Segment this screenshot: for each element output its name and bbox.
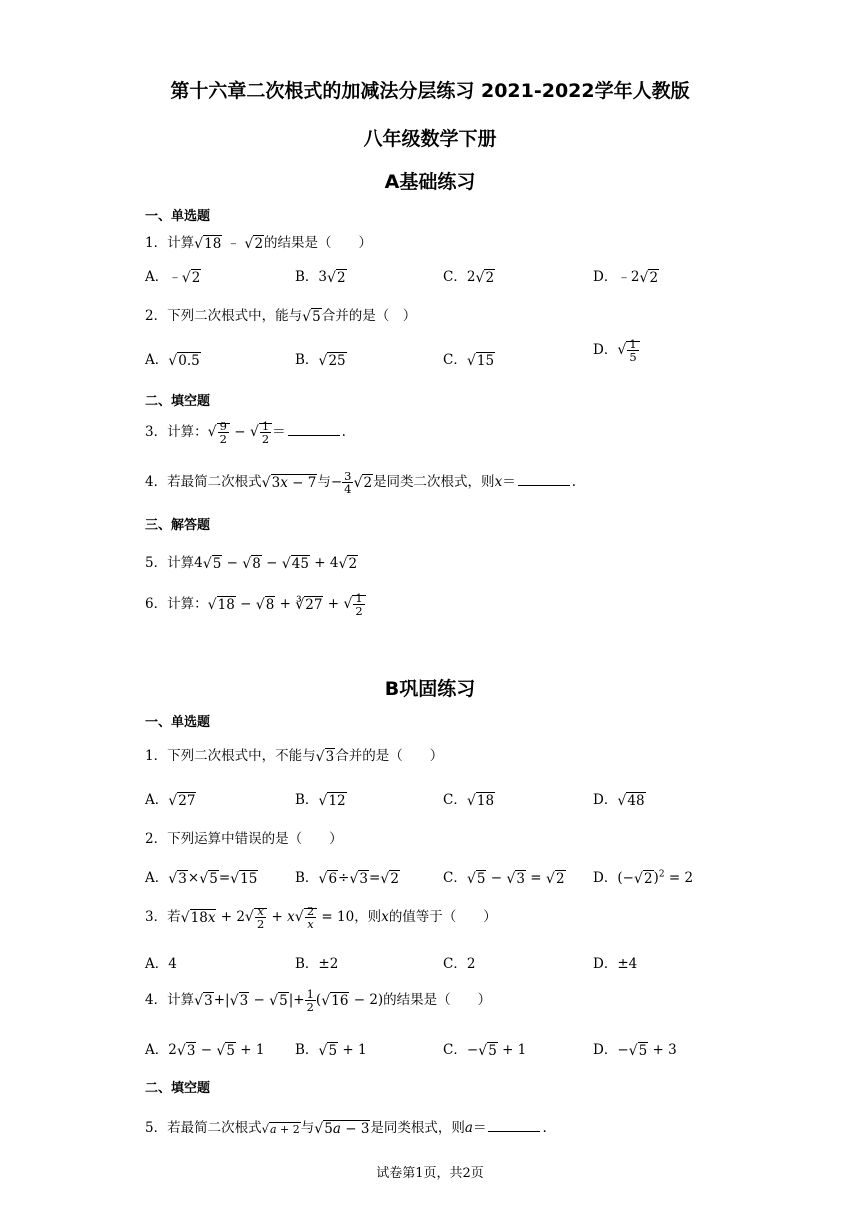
doc-title-line2: 八年级数学下册 [363, 128, 497, 150]
partB-q4-options [145, 1038, 745, 1068]
partA-q4: 4．若最简二次根式√3x − 7与− $\frac{3}{4}$ √2是同类二次根式，则x＝ . [145, 469, 576, 497]
option-b[interactable]: B．√12 [295, 792, 346, 809]
partB-title: B巩固练习 [384, 678, 476, 700]
option-b[interactable]: B．3√2 [295, 269, 346, 286]
answer-blank[interactable] [488, 1131, 540, 1132]
partA-q3: 3．计算：√ $\frac{9}{2}$ − √ $\frac{1}{2}$ ＝ . [145, 419, 346, 447]
partB-q5: 5．若最简二次根式√a + 2与√5a − 3是同类根式，则a＝ . [145, 1120, 547, 1137]
option-b[interactable]: B．√5 + 1 [295, 1042, 367, 1059]
partB-q2-options [145, 866, 745, 896]
partB-q4: 4．计算√3+|√3 − √5|+ $\frac{1}{2}$ (√16 − 2)的结果是（ ） [145, 987, 492, 1015]
partA-q1: 1．计算√18 ﹣ √2的结果是（ ） [145, 235, 373, 252]
option-a[interactable]: A．√3×√5=√15 [145, 870, 258, 887]
partB-q3: 3．若√18x + 2√ $\frac{x}{2}$ + x√ $\frac{2}{x}$ = 10，则x的值等于（ ） [145, 904, 497, 932]
partA-q2-options [145, 337, 745, 378]
option-c[interactable]: C．√5 − √3 = √2 [443, 870, 565, 887]
option-a[interactable]: A．﹣√2 [145, 269, 201, 286]
doc-title-line1: 第十六章二次根式的加减法分层练习 2021-2022学年人教版 [170, 80, 690, 102]
option-d[interactable]: D．−√5 + 3 [593, 1042, 677, 1059]
option-a[interactable]: A．√0.5 [145, 352, 200, 369]
option-b[interactable]: B．√6÷√3=√2 [295, 870, 399, 887]
partA-q5: 5．计算4√5 − √8 − √45 + 4√2 [145, 555, 358, 572]
option-d[interactable]: D．±4 [593, 956, 638, 972]
partA-section3: 三、解答题 [145, 518, 211, 533]
option-d[interactable]: D．﹣2√2 [593, 269, 659, 286]
partA-q6: 6．计算：√18 − √8 + ∛27 + √ $\frac{1}{2}$ [145, 592, 366, 617]
partB-q3-options [145, 952, 745, 982]
option-d[interactable]: D．$(-√2)^2 = 2$ [593, 869, 694, 887]
partA-q2: 2．下列二次根式中，能与√5合并的是（ ） [145, 308, 417, 325]
option-a[interactable]: A．4 [145, 956, 177, 972]
option-c[interactable]: C．√15 [443, 352, 495, 369]
option-a[interactable]: A．√27 [145, 792, 196, 809]
partB-q2: 2．下列运算中错误的是（ ） [145, 831, 343, 847]
option-c[interactable]: C．2 [443, 956, 476, 972]
page-footer: 试卷第1页，共2页 [376, 1166, 484, 1181]
option-d[interactable]: D．√48 [593, 792, 645, 809]
option-a[interactable]: A．2√3 − √5 + 1 [145, 1042, 265, 1059]
partA-section1: 一、单选题 [145, 209, 211, 224]
partA-q1-options [145, 265, 745, 295]
partB-q1: 1．下列二次根式中，不能与√3合并的是（ ） [145, 748, 444, 765]
partB-q1-options [145, 788, 745, 818]
answer-blank[interactable] [518, 485, 570, 486]
option-c[interactable]: C．−√5 + 1 [443, 1042, 527, 1059]
option-c[interactable]: C．√18 [443, 792, 495, 809]
partA-title: A基础练习 [384, 171, 476, 193]
partA-section2: 二、填空题 [145, 394, 211, 409]
answer-blank[interactable] [288, 435, 340, 436]
partB-section1: 一、单选题 [145, 715, 211, 730]
option-c[interactable]: C．2√2 [443, 269, 495, 286]
option-d[interactable]: D．√ $\frac{1}{5}$ [593, 338, 640, 363]
partB-section2: 二、填空题 [145, 1081, 211, 1096]
option-b[interactable]: B．±2 [295, 956, 339, 972]
option-b[interactable]: B．√25 [295, 352, 346, 369]
